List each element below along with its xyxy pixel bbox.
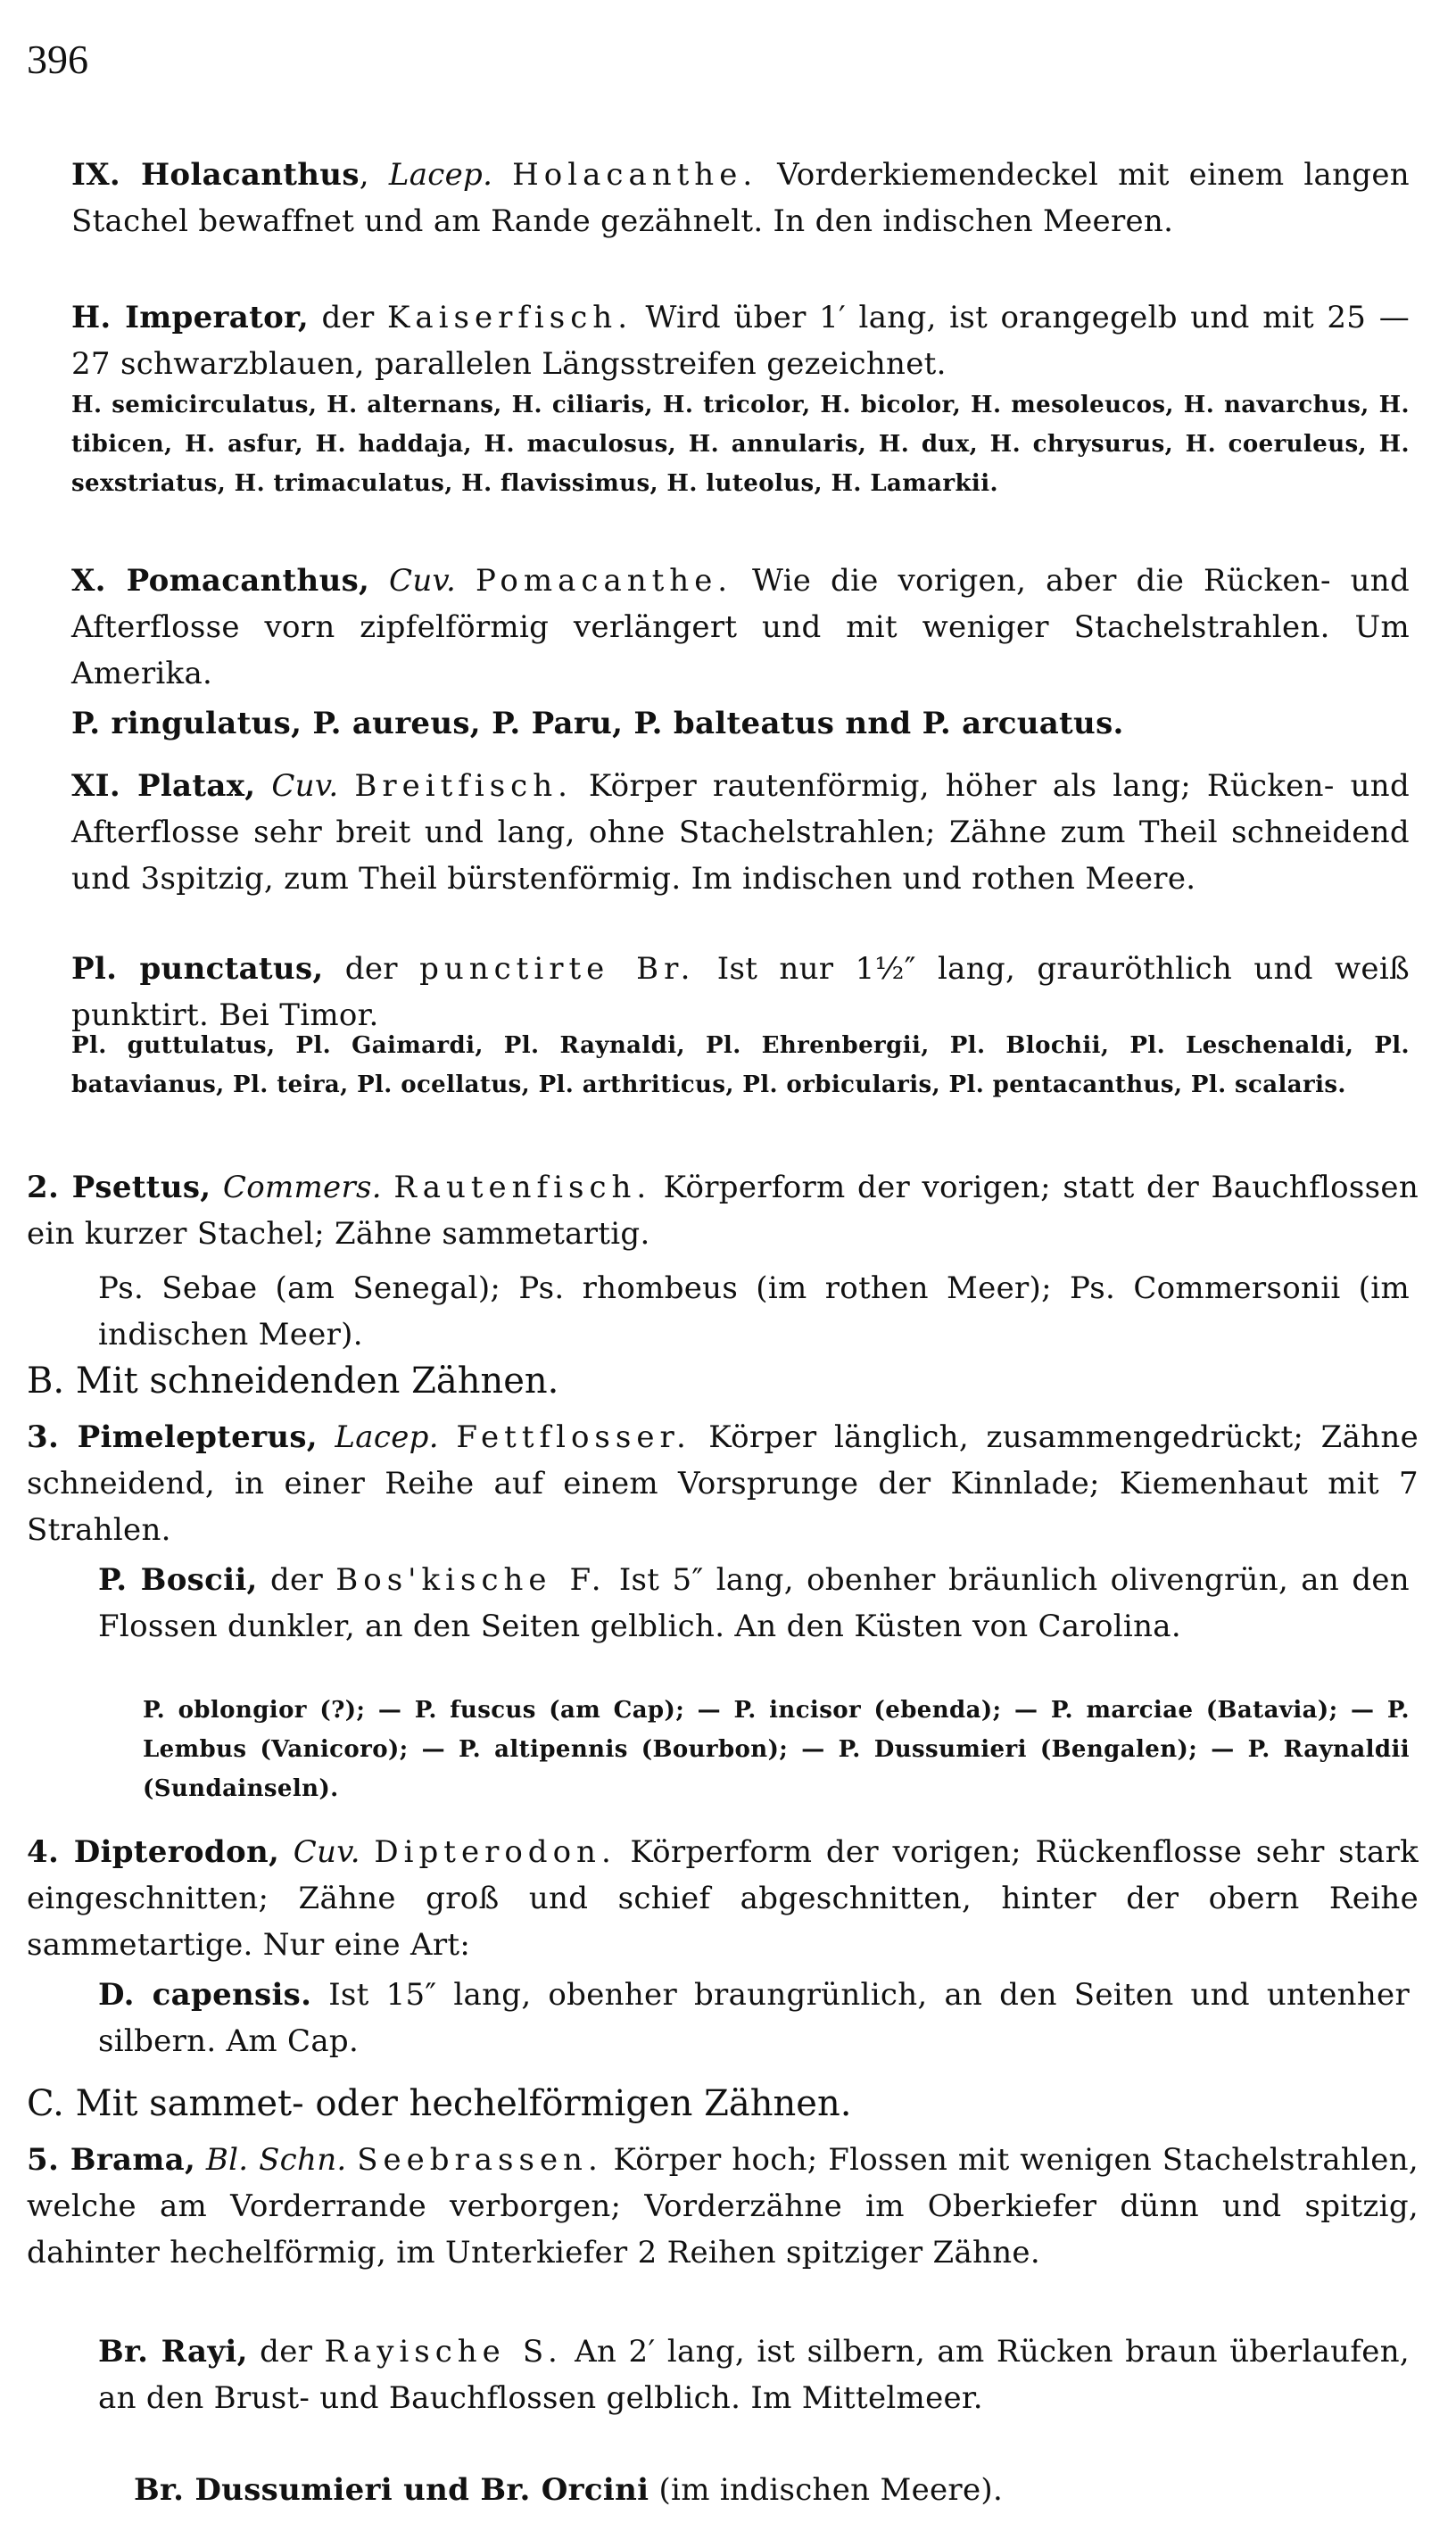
description: Ist nur 1½″ lang, grauröthlich und weiß punktirt. Bei Timor.	[71, 951, 1410, 1033]
description: Körper hoch; Flossen mit wenigen Stachelstrahlen, welche am Vorderrande verborgen; Vorderzähne im Oberkiefer dünn und spitzig, dahinter hechelförmig, im Unterkiefer 2 Reihen spitziger Zähne.	[27, 2142, 1419, 2271]
species-list-text: P. oblongior (?); — P. fuscus (am Cap); — P. incisor (ebenda); — P. marciae (Batavia); — P. Lembus (Vanicoro); — P. altipennis (Bourbon); — P. Dussumieri (Bengalen); — P. Raynaldii (Sundainseln).	[143, 1697, 1410, 1802]
paragraph	[27, 1829, 1419, 1968]
entry-pimelepterus	[27, 1414, 1419, 1553]
paragraph: P. Boscii, der Bos'kische F. Ist 5″ lang, obenher bräunlich olivengrün, an den Flossen dunkler, an den Seiten gelblich. An den Küsten von Carolina.	[98, 1562, 1410, 1644]
paragraph	[27, 1414, 1419, 1553]
description: Wird über 1′ lang, ist orangegelb und mit 25 — 27 schwarzblauen, parallelen Längsstreifen gezeichnet.	[71, 300, 1410, 382]
species-list-text: H. semicirculatus, H. alternans, H. ciliaris, H. tricolor, H. bicolor, H. mesoleucos, H. navarchus, H. tibicen, H. asfur, H. haddaja, H. maculosus, H. annularis, H. dux, H. chrysurus, H. coeruleus, H. sexstriatus, H. trimaculatus, H. flavissimus, H. luteolus, H. Lamarkii.	[71, 392, 1410, 497]
description: An 2′ lang, ist silbern, am Rücken braun überlaufen, an den Brust- und Bauchflossen gelblich. Im Mittelmeer.	[98, 2334, 1410, 2416]
genus-name: 4. Dipterodon,	[27, 1834, 280, 1870]
description: Körper rautenförmig, höher als lang; Rücken- und Afterflosse sehr breit und lang, ohne Stachelstrahlen; Zähne zum Theil schneidend und 3spitzig, zum Theil bürstenförmig. Im indischen und rothen Meere.	[71, 768, 1410, 897]
german-name: Seebrassen.	[357, 2142, 603, 2178]
paragraph	[71, 763, 1410, 902]
german-name: Kaiserfisch.	[386, 300, 633, 335]
genus-name: 2. Psettus,	[27, 1170, 211, 1205]
genus-name: IX. Holacanthus	[71, 157, 360, 193]
paragraph	[134, 2467, 1410, 2513]
german-name: Pomacanthe.	[475, 563, 733, 599]
species-line	[71, 700, 1410, 747]
species-name: P. Boscii,	[98, 1562, 258, 1598]
species-line-text: Ps. Sebae (am Senegal); Ps. rhombeus (im rothen Meer); Ps. Commersonii (im indischen Meer).	[98, 1270, 1410, 1352]
author: Cuv.	[293, 1834, 360, 1870]
section-heading-b	[27, 1356, 1365, 1406]
entry-holacanthus	[71, 152, 1410, 244]
entry-dipterodon	[27, 1829, 1419, 1968]
species-list	[143, 1691, 1410, 1808]
author: Cuv.	[271, 768, 339, 804]
entry-pomacanthus	[71, 558, 1410, 697]
description: Körper länglich, zusammengedrückt; Zähne schneidend, in einer Reihe auf einem Vorsprunge der Kinnlade; Kiemenhaut mit 7 Strahlen.	[27, 1419, 1419, 1548]
description: Ist 5″ lang, obenher bräunlich olivengrün, an den Flossen dunkler, an den Seiten gelblich. An den Küsten von Carolina.	[98, 1562, 1410, 1644]
entry-rayi	[98, 2329, 1410, 2421]
species-name: Pl. punctatus,	[71, 951, 324, 987]
paragraph: H. Imperator, der Kaiserfisch. Wird über 1′ lang, ist orangegelb und mit 25 — 27 schwarzblauen, parallelen Längsstreifen gezeichnet.	[71, 300, 1410, 382]
species-name: Br. Dussumieri und Br. Orcini	[134, 2472, 649, 2508]
author: Commers.	[222, 1170, 382, 1205]
description: Wie die vorigen, aber die Rücken- und Afterflosse vorn zipfelförmig verlängert und mit weniger Stachelstrahlen. Um Amerika.	[71, 563, 1410, 691]
entry-capensis	[98, 1972, 1410, 2064]
species-name: D. capensis.	[98, 1977, 312, 2013]
section-heading-text: C. Mit sammet- oder hechelförmigen Zähnen.	[27, 2083, 852, 2124]
german-name: Breitfisch.	[354, 768, 573, 804]
species-line	[98, 1265, 1410, 1358]
paragraph: Pl. punctatus, der punctirte Br. Ist nur 1½″ lang, grauröthlich und weiß punktirt. Bei Timor.	[71, 951, 1410, 1033]
entry-dussumieri	[134, 2467, 1410, 2513]
description: (im indischen Meere).	[658, 2472, 1004, 2508]
german-name: Holacanthe.	[512, 157, 758, 193]
german-name: punctirte Br.	[419, 951, 696, 987]
page-number: 396	[27, 37, 88, 82]
author: Lacep.	[335, 1419, 439, 1455]
author: Cuv.	[389, 563, 457, 599]
description: Körperform der vorigen; Rückenflosse sehr stark eingeschnitten; Zähne groß und schief abgeschnitten, hinter der obern Reihe sammetartige. Nur eine Art:	[27, 1834, 1419, 1963]
species-name: H. Imperator,	[71, 300, 309, 335]
paragraph	[27, 2137, 1419, 2276]
author: Bl. Schn.	[205, 2142, 347, 2178]
species-line-text: P. ringulatus, P. aureus, P. Paru, P. balteatus nnd P. arcuatus.	[71, 706, 1124, 741]
genus-name: 5. Brama,	[27, 2142, 196, 2178]
paragraph	[98, 1972, 1410, 2064]
description: Vorderkiemendeckel mit einem langen Stachel bewaffnet und am Rande gezähnelt. In den indischen Meeren.	[71, 157, 1410, 239]
entry-punctatus	[71, 946, 1410, 1038]
author: Lacep.	[388, 157, 493, 193]
section-heading-text: B. Mit schneidenden Zähnen.	[27, 1361, 559, 1402]
paragraph	[27, 1164, 1419, 1257]
description: Ist 15″ lang, obenher braungrünlich, an den Seiten und untenher silbern. Am Cap.	[98, 1977, 1410, 2059]
german-name: Rayische S.	[324, 2334, 563, 2370]
species-list-text: Pl. guttulatus, Pl. Gaimardi, Pl. Raynaldi, Pl. Ehrenbergii, Pl. Blochii, Pl. Leschenaldi, Pl. batavianus, Pl. teira, Pl. ocellatus, Pl. arthriticus, Pl. orbicularis, Pl. pentacanthus, Pl. scalaris.	[71, 1032, 1410, 1098]
german-name: Bos'kische F.	[335, 1562, 607, 1598]
description: Körperform der vorigen; statt der Bauchflossen ein kurzer Stachel; Zähne sammetartig.	[27, 1170, 1419, 1252]
german-name: Fettflosser.	[456, 1419, 691, 1455]
entry-boscii	[98, 1557, 1410, 1650]
entry-psettus	[27, 1164, 1419, 1257]
entry-brama	[27, 2137, 1419, 2276]
section-heading-c	[27, 2079, 1365, 2129]
paragraph	[71, 558, 1410, 697]
species-name: Br. Rayi,	[98, 2334, 248, 2370]
entry-imperator	[71, 294, 1410, 387]
german-name: Dipterodon.	[374, 1834, 616, 1870]
genus-name: X. Pomacanthus,	[71, 563, 370, 599]
german-name: Rautenfisch.	[393, 1170, 652, 1205]
genus-name: 3. Pimelepterus,	[27, 1419, 318, 1455]
species-list	[71, 1026, 1410, 1104]
entry-platax	[71, 763, 1410, 902]
genus-name: XI. Platax,	[71, 768, 256, 804]
species-list	[71, 385, 1410, 503]
paragraph: IX. Holacanthus, Lacep. Holacanthe. Vorderkiemendeckel mit einem langen Stachel bewaffnet und am Rande gezähnelt. In den indischen Meeren.	[71, 157, 1410, 239]
paragraph: Br. Rayi, der Rayische S. An 2′ lang, ist silbern, am Rücken braun überlaufen, an den Brust- und Bauchflossen gelblich. Im Mittelmeer.	[98, 2334, 1410, 2416]
